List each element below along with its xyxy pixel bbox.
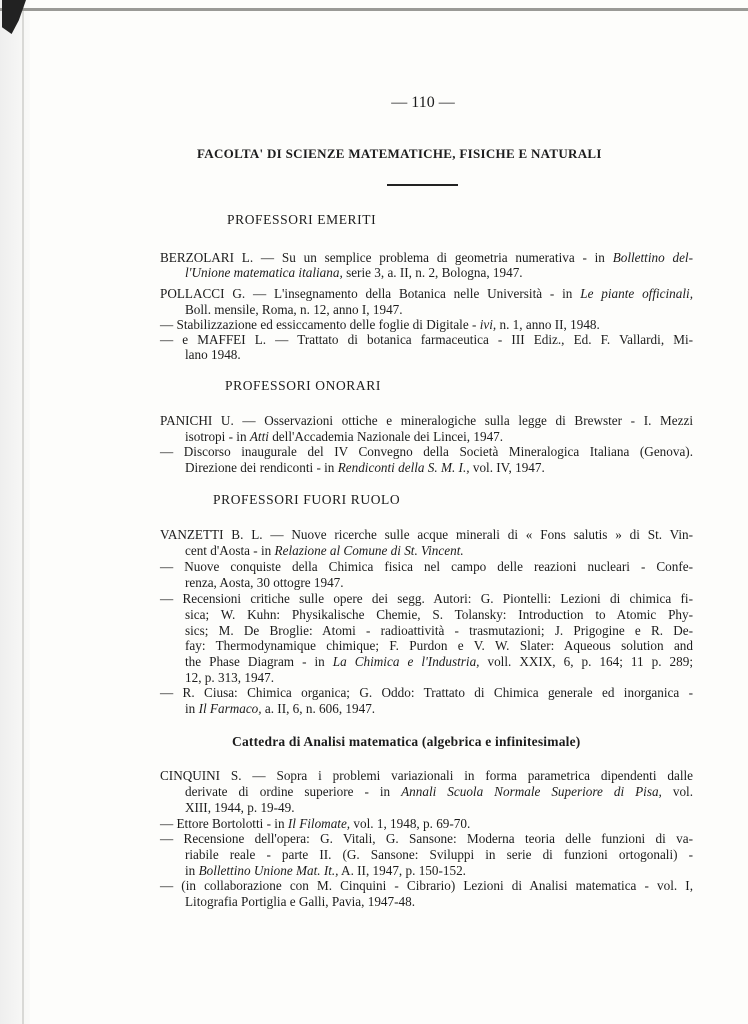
text-segment: — Ettore Bortolotti - in <box>160 816 288 831</box>
text-segment: in <box>185 701 199 716</box>
publication-title: La Chimica e l'Industria, <box>332 654 480 669</box>
text-segment: a. II, 6, n. 606, 1947. <box>261 701 376 716</box>
bibliography-line <box>160 831 693 847</box>
bibliography-line <box>160 527 693 543</box>
bibliography-line <box>160 768 693 784</box>
bibliography-line <box>185 429 503 445</box>
text-segment: BERZOLARI L. — Su un semplice problema di geometria numerativa - in <box>160 250 613 265</box>
publication-title: l'Unione matematica italiana, <box>185 265 343 280</box>
text-segment: Litografia Portiglia e Galli, Pavia, 1947-48. <box>185 894 415 909</box>
text-segment: — Nuove conquiste della Chimica fisica nel campo delle reazioni nucleari - Confe- <box>160 559 693 574</box>
text-segment: vol. <box>661 784 694 799</box>
text-segment: serie 3, a. II, n. 2, Bologna, 1947. <box>342 265 523 280</box>
text-segment: 12, p. 313, 1947. <box>185 670 275 685</box>
title-rule <box>387 184 458 186</box>
text-segment: vol. 1, 1948, p. 69-70. <box>350 816 471 831</box>
section-heading: PROFESSORI FUORI RUOLO <box>213 492 401 507</box>
bibliography-line <box>160 685 693 701</box>
binding-shadow <box>22 0 24 1024</box>
publication-title: Annali Scuola Normale Superiore di Pisa, <box>401 784 662 799</box>
text-segment: derivate di ordine superiore - in <box>185 784 402 799</box>
text-segment: VANZETTI B. L. — Nuove ricerche sulle acque minerali di « Fons salutis » di St. Vin- <box>160 527 693 542</box>
bibliography-line <box>185 623 693 639</box>
publication-title: ivi, <box>479 317 497 332</box>
publication-title: Il Filomate, <box>287 816 351 831</box>
bibliography-line <box>160 816 470 832</box>
bibliography-line <box>160 250 693 266</box>
text-segment: riabile reale - parte II. (G. Sansone: Sviluppi in serie di funzioni ortogonali) - <box>185 847 693 862</box>
text-segment: Direzione dei rendiconti - in <box>185 460 338 475</box>
text-segment: — Recensioni critiche sulle opere dei segg. Autori: G. Piontelli: Lezioni di chimica fi- <box>160 591 693 606</box>
bibliography-line <box>160 878 693 894</box>
bibliography-line <box>185 347 241 363</box>
bibliography-line <box>185 302 403 318</box>
bibliography-line <box>160 286 693 302</box>
bibliography-line <box>185 460 545 476</box>
section-heading: Cattedra di Analisi matematica (algebrica e infinitesimale) <box>232 734 581 749</box>
bibliography-line <box>185 894 415 910</box>
publication-title: Atti <box>249 429 269 444</box>
bibliography-line <box>160 332 693 348</box>
text-segment: A. II, 1947, p. 150-152. <box>338 863 466 878</box>
text-segment: n. 1, anno II, 1948. <box>496 317 600 332</box>
text-segment: — Recensione dell'opera: G. Vitali, G. Sansone: Moderna teoria delle funzioni di va- <box>160 831 693 846</box>
text-segment: CINQUINI S. — Sopra i problemi variazionali in forma parametrica dipendenti dalle <box>160 768 693 783</box>
text-segment: PANICHI U. — Osservazioni ottiche e mineralogiche sulla legge di Brewster - I. Mezzi <box>160 413 693 428</box>
text-segment: — R. Ciusa: Chimica organica; G. Oddo: Trattato di Chimica generale ed inorganica - <box>160 685 693 700</box>
bibliography-line <box>185 800 295 816</box>
faculty-title: FACOLTA' DI SCIENZE MATEMATICHE, FISICHE E NATURALI <box>197 146 602 161</box>
text-segment: — Discorso inaugurale del IV Convegno della Società Mineralogica Italiana (Genova). <box>160 444 693 459</box>
text-segment: the Phase Diagram - in <box>185 654 333 669</box>
bibliography-line <box>185 654 693 670</box>
bibliography-line <box>185 543 464 559</box>
publication-title: Il Farmaco, <box>198 701 262 716</box>
text-segment: fay: Thermodynamique chimique; F. Purdon e V. W. Slater: Aqueous solution and <box>185 638 693 653</box>
scan-left-edge <box>0 0 30 1024</box>
bibliography-line <box>160 444 693 460</box>
bibliography-line <box>185 863 466 879</box>
section-heading: PROFESSORI EMERITI <box>227 212 377 227</box>
text-segment: sics; M. De Broglie: Atomi - radioattività - trasmutazioni; J. Prigogine e R. De- <box>185 623 693 638</box>
text-segment: lano 1948. <box>185 347 241 362</box>
publication-title: Bollettino del- <box>612 250 693 265</box>
text-segment: voll. XXIX, 6, p. 164; 11 p. 289; <box>479 654 693 669</box>
bibliography-line <box>185 847 693 863</box>
text-segment: dell'Accademia Nazionale dei Lincei, 1947. <box>268 429 504 444</box>
text-segment: — Stabilizzazione ed essiccamento delle foglie di Digitale - <box>160 317 480 332</box>
scan-top-edge <box>0 8 748 11</box>
bibliography-line <box>160 413 693 429</box>
bibliography-line <box>160 559 693 575</box>
publication-title: Rendiconti della S. M. I., <box>337 460 470 475</box>
bibliography-line <box>185 575 344 591</box>
text-segment: cent d'Aosta - in <box>185 543 275 558</box>
bibliography-line <box>185 265 523 281</box>
text-segment: sica; W. Kuhn: Physikalische Chemie, S. Tolansky: Introduction to Atomic Phy- <box>185 607 693 622</box>
text-segment: vol. IV, 1947. <box>469 460 545 475</box>
text-segment: — e MAFFEI L. — Trattato di botanica farmaceutica - III Ediz., Ed. F. Vallardi, Mi- <box>160 332 693 347</box>
bibliography-line <box>185 670 274 686</box>
text-segment: isotropi - in <box>185 429 250 444</box>
publication-title: Relazione al Comune di St. Vincent. <box>274 543 464 558</box>
text-segment: — (in collaborazione con M. Cinquini - Cibrario) Lezioni di Analisi matematica - vol. I, <box>160 878 693 893</box>
text-segment: renza, Aosta, 30 ottogre 1947. <box>185 575 344 590</box>
bibliography-line <box>185 607 693 623</box>
text-segment: in <box>185 863 199 878</box>
page-number: — 110 — <box>391 94 455 111</box>
text-segment: Boll. mensile, Roma, n. 12, anno I, 1947. <box>185 302 403 317</box>
bibliography-line <box>185 784 693 800</box>
publication-title: Le piante officinali, <box>580 286 693 301</box>
text-segment: POLLACCI G. — L'insegnamento della Botanica nelle Università - in <box>160 286 581 301</box>
bibliography-line <box>160 591 693 607</box>
section-heading: PROFESSORI ONORARI <box>225 378 381 393</box>
bibliography-line <box>185 701 375 717</box>
bibliography-line <box>185 638 693 654</box>
bibliography-line <box>160 317 600 333</box>
publication-title: Bollettino Unione Mat. It., <box>198 863 339 878</box>
text-segment: XIII, 1944, p. 19-49. <box>185 800 295 815</box>
